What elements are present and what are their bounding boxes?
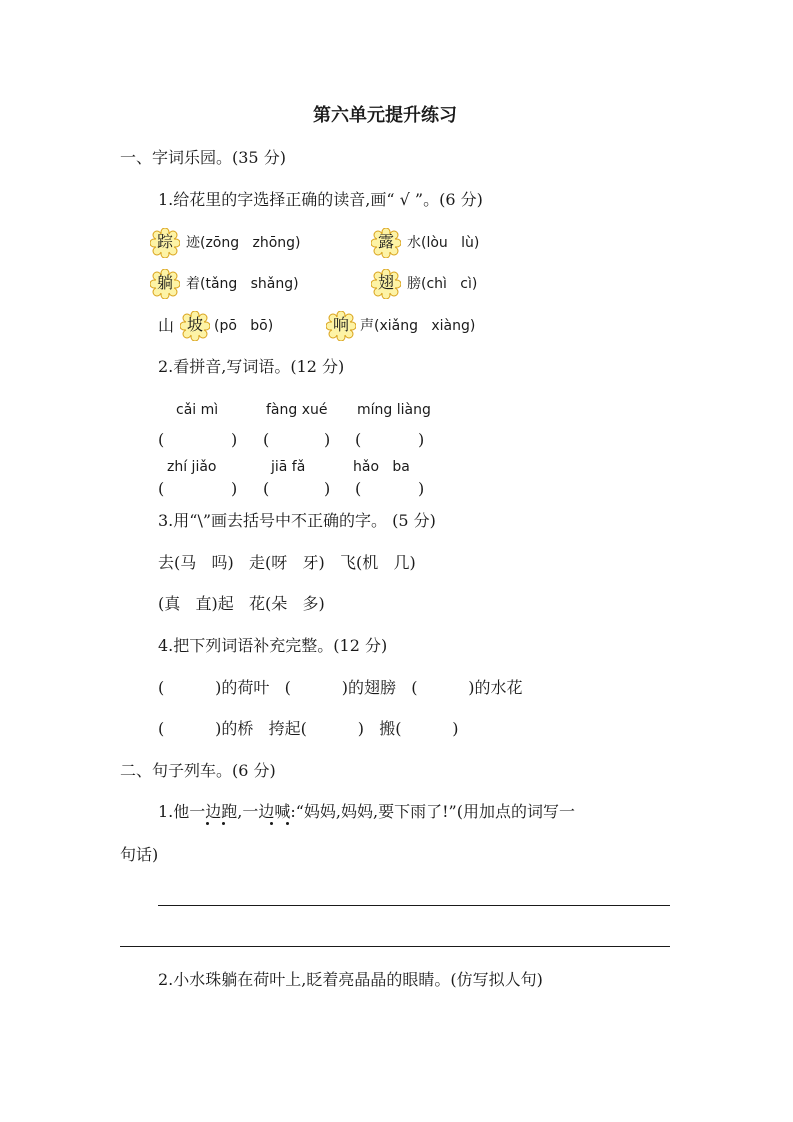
reading-option: 膀(chì cì): [407, 276, 478, 292]
section1-heading: 一、字词乐园。(35 分): [120, 148, 286, 167]
answer-box-open: (: [263, 479, 270, 498]
emphasis-dot: [286, 822, 289, 825]
question-1-3-prompt: 3.用“\”画去括号中不正确的字。 (5 分): [158, 511, 436, 530]
reading-option: 水(lòu lù): [407, 235, 480, 251]
question-1-3-line: 去(马 吗) 走(呀 牙) 飞(机 几): [158, 553, 416, 572]
answer-box-close: ): [324, 479, 331, 498]
answer-box-close: ): [231, 479, 238, 498]
question-2-1-prompt-cont: 句话): [120, 845, 159, 864]
question-1-2-prompt: 2.看拼音,写词语。(12 分): [158, 357, 345, 376]
reading-option: 着(tǎng shǎng): [186, 276, 299, 292]
reading-option: (pō bō): [214, 318, 274, 334]
answer-box-close: ): [418, 479, 425, 498]
question-2-2-prompt: 2.小水珠躺在荷叶上,眨着亮晶晶的眼睛。(仿写拟人句): [158, 970, 543, 989]
section2-heading: 二、句子列车。(6 分): [120, 761, 276, 780]
plain-char: 山: [158, 316, 175, 335]
flower-char-chi: 翅: [371, 269, 401, 299]
flower-char-lu: 露: [371, 228, 401, 258]
answer-line[interactable]: [158, 905, 670, 906]
answer-line[interactable]: [120, 946, 670, 947]
question-1-4-line: ( )的桥 挎起( ) 搬( ): [158, 719, 459, 738]
answer-box-open: (: [158, 479, 165, 498]
answer-box-close: ): [324, 430, 331, 449]
answer-box-close: ): [231, 430, 238, 449]
emphasis-dot: [270, 822, 273, 825]
question-1-4-line: ( )的荷叶 ( )的翅膀 ( )的水花: [158, 678, 523, 697]
emphasis-dot: [206, 822, 209, 825]
answer-box-close: ): [418, 430, 425, 449]
pinyin: jiā fǎ: [271, 459, 306, 475]
question-1-1-prompt: 1.给花里的字选择正确的读音,画“ √ ”。(6 分): [158, 190, 483, 209]
flower-char-tang: 躺: [150, 269, 180, 299]
question-2-1-prompt: 1.他一边跑,一边喊:“妈妈,妈妈,要下雨了!”(用加点的词写一: [158, 802, 575, 821]
emphasis-dot: [222, 822, 225, 825]
question-1-3-line: (真 直)起 花(朵 多): [158, 594, 325, 613]
answer-box-open: (: [263, 430, 270, 449]
flower-char-zong: 踪: [150, 228, 180, 258]
reading-option: 迹(zōng zhōng): [186, 235, 301, 251]
pinyin: cǎi mì: [176, 402, 219, 418]
pinyin: fàng xué: [266, 402, 328, 418]
question-1-4-prompt: 4.把下列词语补充完整。(12 分): [158, 636, 388, 655]
pinyin: zhí jiǎo: [167, 459, 217, 475]
pinyin: hǎo ba: [353, 459, 410, 475]
answer-box-open: (: [355, 479, 362, 498]
flower-char-xiang: 响: [326, 311, 356, 341]
page-title: 第六单元提升练习: [313, 105, 457, 126]
reading-option: 声(xiǎng xiàng): [360, 318, 476, 334]
answer-box-open: (: [355, 430, 362, 449]
answer-box-open: (: [158, 430, 165, 449]
pinyin: míng liàng: [357, 402, 431, 418]
flower-char-po: 坡: [180, 311, 210, 341]
